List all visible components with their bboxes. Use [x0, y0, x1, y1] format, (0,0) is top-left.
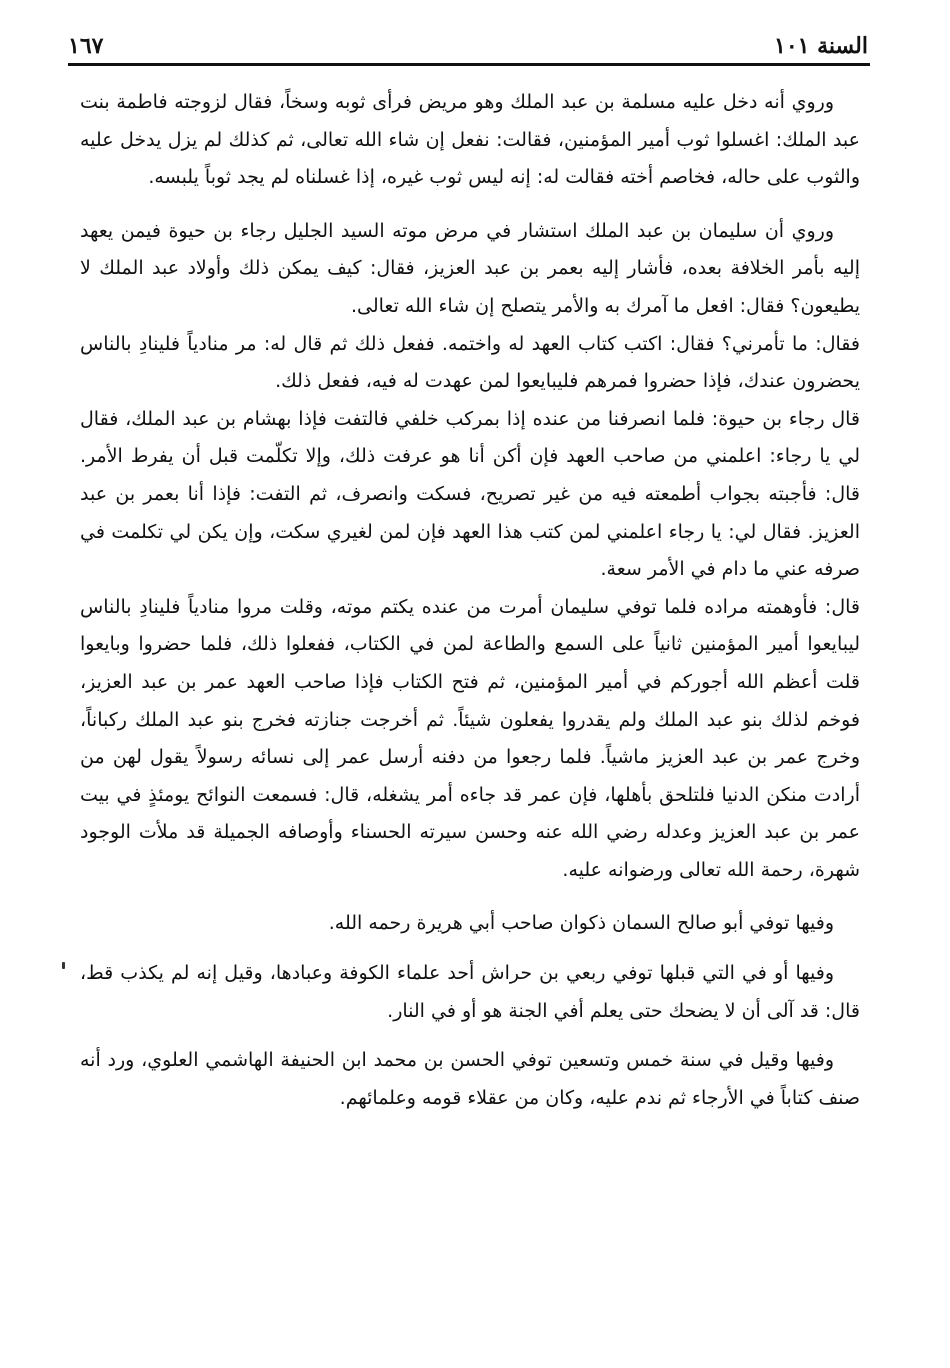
paragraph-ribi: وفيها أو في التي قبلها توفي ربعي بن حراش أحد علماء الكوفة وعبادها، وقيل إنه لم يكذب قط، قال: قد آلى أن لا يضحك حتى يعلم أفي الجنة هو أو في النار. [80, 962, 860, 1022]
paragraph-covenant-letter: فقال: ما تأمرني؟ فقال: اكتب كتاب العهد له واختمه. ففعل ذلك ثم قال له: مر منادياً فلينادِ بالناس يحضرون عندك، فإذا حضروا فمرهم فليبايعوا لمن عهدت له فيه، ففعل ذلك. [80, 332, 860, 393]
paragraph-hasan: وفيها وقيل في سنة خمس وتسعين توفي الحسن بن محمد ابن الحنيفة الهاشمي العلوي، ورد أنه صنف كتاباً في الأرجاء ثم ندم عليه، وكان من عقلاء قومه وعلمائهم. [80, 1049, 860, 1109]
paragraph-abu-salih: وفيها توفي أبو صالح السمان ذكوان صاحب أبي هريرة رحمه الله. [328, 912, 834, 935]
paragraph-succession: وروي أن سليمان بن عبد الملك استشار في مرض موته السيد الجليل رجاء بن حيوة فيمن يعهد إليه بأمر الخلافة بعده، فأشار إليه بعمر بن عبد العزيز، فقال: كيف يمكن ذلك وأولاد عبد الملك لا يطيعون؟ فقال: افعل ما آمرك به والأمر يتصلح إن شاء الله تعالى. [80, 219, 860, 317]
paragraph-bayah: قال: فأوهمته مراده فلما توفي سليمان أمرت من عنده يكتم موته، وقلت مروا منادياً فلينادِ بالناس ليبايعوا أمير المؤمنين ثانياً على السمع والطاعة لمن في الكتاب، ففعلوا ذلك، فلما حضروا وبايعوا قلت أعظم الله أجوركم في أمير المؤمنين، ثم فتح الكتاب فإذا صاحب العهد عمر بن عبد العزيز، فوخم لذلك بنو عبد الملك ولم يقدروا يفعلون شيئاً. ثم أخرجت جنازته فخرج بنو عبد الملك ركباناً، وخرج عمر بن عبد العزيز ماشياً. فلما رجعوا من دفنه أرسل عمر إلى نسائه رسولاً يقول لهن من أرادت منكن الدنيا فلتلحق بأهلها، فإن عمر قد جاءه أمر يشغله، قال: فسمعت النوائح يومئذٍ في بيت عمر بن عبد العزيز وعدله رضي الله عنه وحسن سيرته الحسناء وأوصافه الجميلة قد ملأت الوجود شهرة، رحمة الله تعالى ورضوانه عليه. [80, 595, 860, 881]
running-head: السنة ١٠١ [774, 33, 868, 59]
margin-mark [62, 962, 65, 969]
paragraph-raja-account: قال رجاء بن حيوة: فلما انصرفنا من عنده إذا بمركب خلفي فالتفت فإذا بهشام بن عبد الملك، فقال لي يا رجاء: اعلمني من صاحب العهد فإن أكن أنا هو عرفت ذلك، وإلا تكلّمت قبل أن يفرط الأمر. قال: فأجبته بجواب أطمعته فيه من غير تصريح، فسكت وانصرف، ثم التفت: فإذا أنا بعمر بن عبد العزيز. فقال لي: يا رجاء اعلمني لمن كتب هذا العهد فإن لمن لغيري سكت، وإن يكن لي تكلمت في صرفه عني ما دام في الأمر سعة. [80, 407, 860, 581]
paragraph-washing-robe: وروي أنه دخل عليه مسلمة بن عبد الملك وهو مريض فرأى ثوبه وسخاً، فقال لزوجته فاطمة بنت عبد الملك: اغسلوا ثوب أمير المؤمنين، فقالت: نفعل إن شاء الله تعالى، ثم كذلك لم يزل يدخل عليه والثوب على حاله، فخاصم أخته فقالت له: إنه ليس ثوب غيره، إذا غسلناه لم يجد ثوباً يلبسه. [80, 91, 860, 189]
page-number: ١٦٧ [68, 33, 104, 59]
body-text [80, 84, 860, 1117]
header-rule [68, 63, 870, 66]
page-header [68, 30, 868, 64]
